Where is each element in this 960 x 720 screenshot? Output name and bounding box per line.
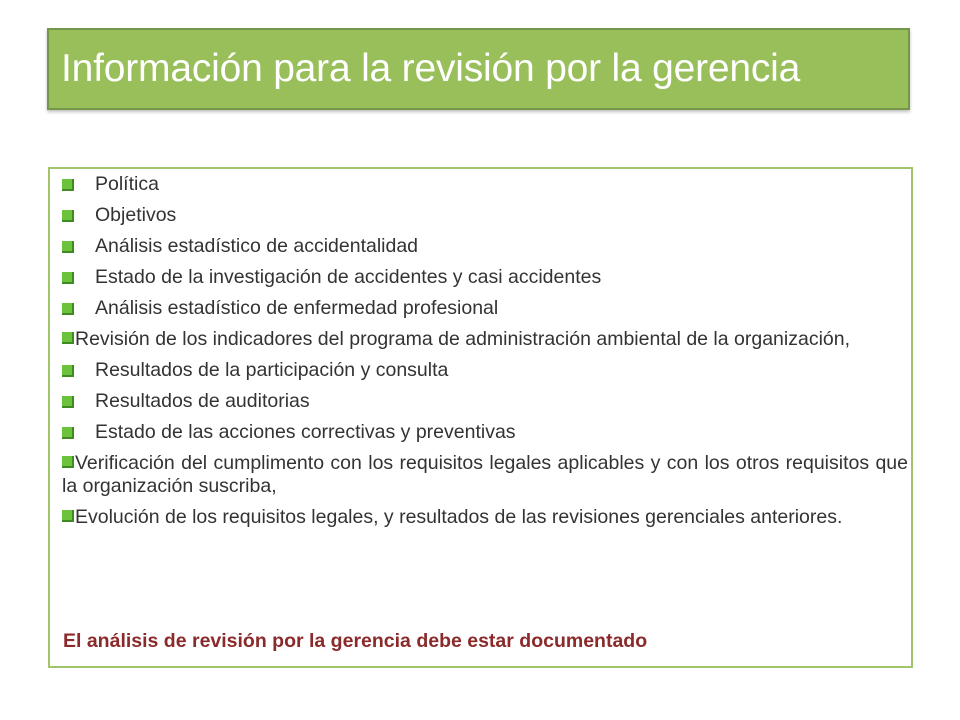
list-item-text: Evolución de los requisitos legales, y resultados de las revisiones gerenciales anteriores.	[75, 506, 843, 528]
square-bullet-icon	[62, 332, 74, 344]
list-item-text: Revisión de los indicadores del programa de administración ambiental de la organización,	[75, 328, 851, 350]
list-item	[62, 452, 908, 498]
bullet-list	[62, 173, 908, 537]
footer-note: El análisis de revisión por la gerencia debe estar documentado	[63, 630, 648, 652]
square-bullet-icon	[62, 179, 74, 191]
list-item	[62, 328, 908, 351]
square-bullet-icon	[62, 303, 74, 315]
list-item	[62, 204, 908, 227]
content-box	[48, 167, 913, 668]
list-item	[62, 266, 908, 289]
list-item-text: Resultados de auditorias	[95, 390, 310, 412]
square-bullet-icon	[62, 456, 74, 468]
list-item-text: Resultados de la participación y consulta	[95, 359, 449, 381]
list-item	[62, 297, 908, 320]
square-bullet-icon	[62, 210, 74, 222]
square-bullet-icon	[62, 510, 74, 522]
list-item	[62, 506, 908, 529]
list-item-text: Estado de las acciones correctivas y preventivas	[95, 421, 516, 443]
square-bullet-icon	[62, 427, 74, 439]
square-bullet-icon	[62, 396, 74, 408]
square-bullet-icon	[62, 272, 74, 284]
list-item	[62, 390, 908, 413]
square-bullet-icon	[62, 241, 74, 253]
list-item	[62, 235, 908, 258]
list-item-text: Análisis estadístico de accidentalidad	[95, 235, 419, 257]
slide-title: Información para la revisión por la gerencia	[61, 47, 801, 90]
list-item-text: Estado de la investigación de accidentes y casi accidentes	[95, 266, 602, 288]
list-item	[62, 359, 908, 382]
title-banner	[47, 28, 910, 110]
list-item-text: Verificación del cumplimento con los requisitos legales aplicables y con los otros requisitos que la organización suscriba,	[62, 452, 908, 497]
list-item-text: Análisis estadístico de enfermedad profesional	[95, 297, 499, 319]
list-item-text: Política	[95, 173, 159, 195]
list-item-text: Objetivos	[95, 204, 177, 226]
square-bullet-icon	[62, 365, 74, 377]
list-item	[62, 173, 908, 196]
list-item	[62, 421, 908, 444]
